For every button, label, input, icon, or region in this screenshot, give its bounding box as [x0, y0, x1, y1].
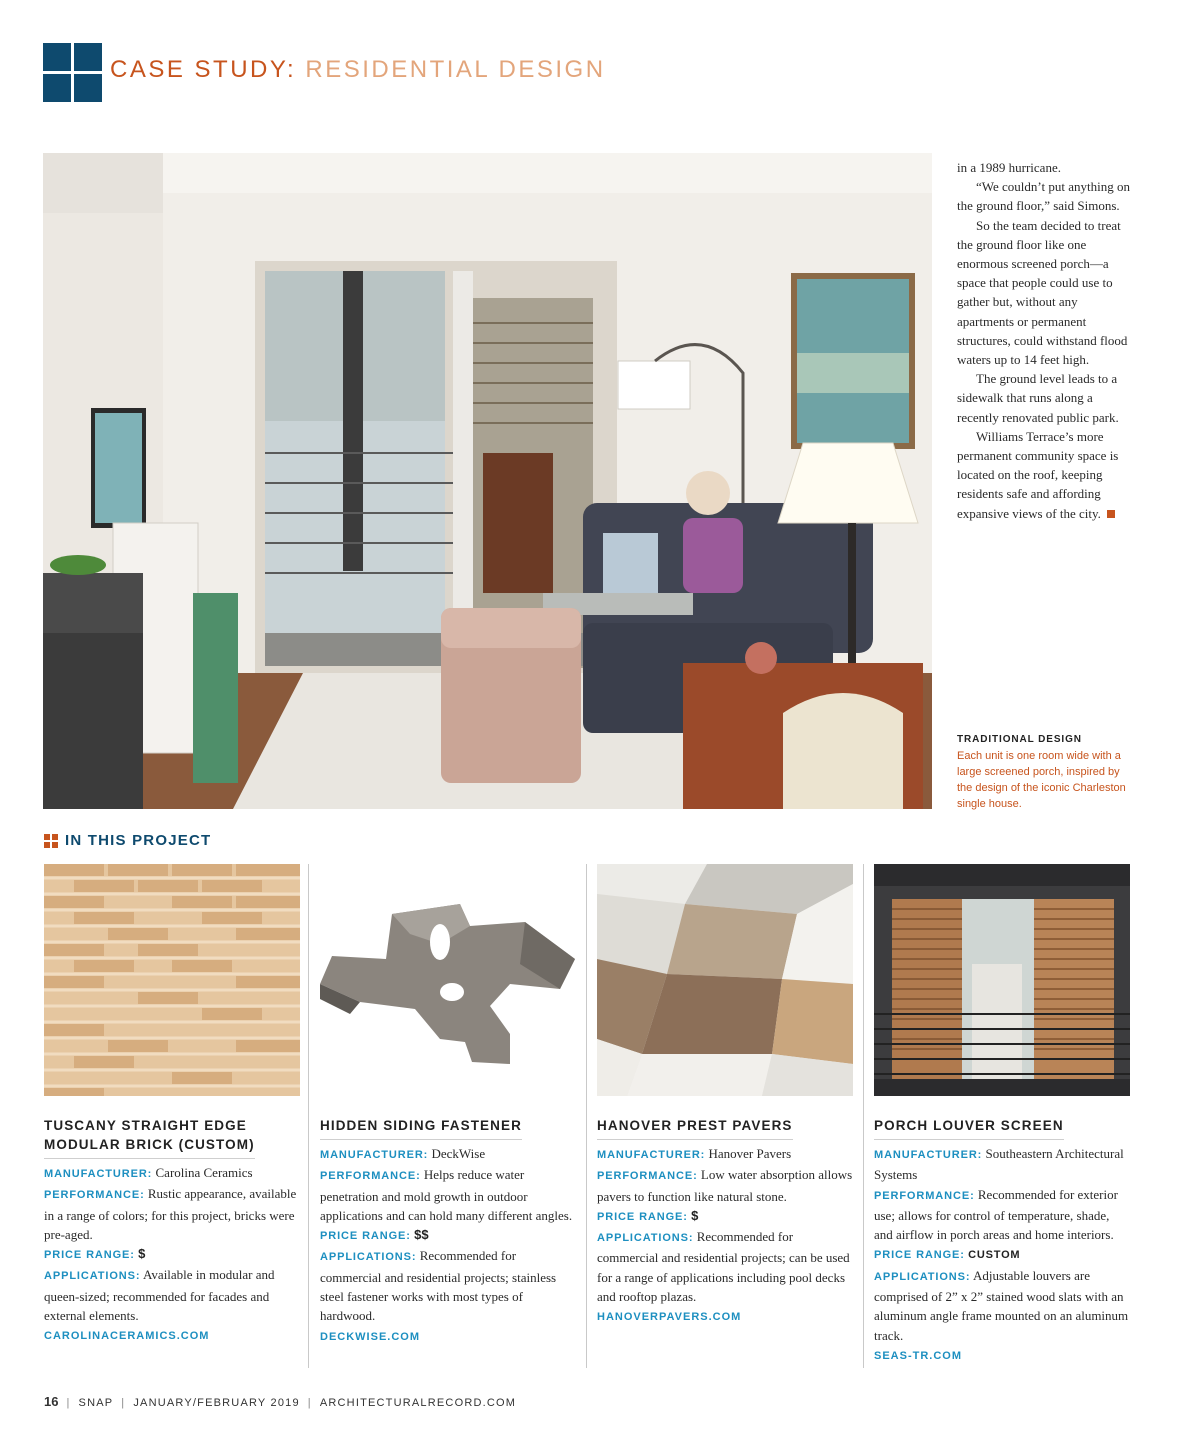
caption-title: TRADITIONAL DESIGN — [957, 734, 1082, 745]
performance-label: PERFORMANCE: — [44, 1189, 145, 1202]
narrative-paragraph: in a 1989 hurricane. — [957, 160, 1061, 175]
product-website-link[interactable]: SEAS-TR.COM — [874, 1349, 962, 1362]
product-card-fastener — [320, 864, 576, 1347]
applications-value: Available in modular and queen-sized; recommended for facades and external elements. — [44, 1267, 275, 1324]
fastener-photo — [320, 864, 576, 1096]
product-specs — [44, 1163, 300, 1347]
footer-site: ARCHITECTURALRECORD.COM — [319, 1397, 517, 1409]
magazine-logo-grid — [43, 43, 102, 102]
products-grid — [43, 864, 1130, 1368]
section-heading-label: IN THIS PROJECT — [65, 832, 212, 849]
manufacturer-label: MANUFACTURER: — [320, 1149, 429, 1161]
narrative-paragraph: “We couldn’t put anything on the ground floor,” said Simons. — [957, 179, 1130, 214]
price-range-label: PRICE RANGE: — [320, 1230, 411, 1243]
manufacturer-value: Carolina Ceramics — [155, 1165, 253, 1180]
article-narrative — [957, 158, 1135, 523]
footer-issue: JANUARY/FEBRUARY 2019 — [133, 1397, 300, 1409]
price-range-value: $ — [691, 1207, 699, 1223]
price-range-label: PRICE RANGE: — [597, 1210, 688, 1223]
column-divider — [863, 864, 864, 1368]
title-prefix: CASE STUDY: — [110, 56, 297, 83]
performance-value: Low water absorption allows pavers to function like natural stone. — [597, 1167, 853, 1204]
hero-photo-living-room — [43, 153, 932, 809]
applications-label: APPLICATIONS: — [320, 1251, 417, 1264]
product-name-line: TUSCANY STRAIGHT EDGE — [44, 1118, 247, 1133]
manufacturer-value: Hanover Pavers — [708, 1146, 792, 1161]
manufacturer-label: MANUFACTURER: — [44, 1168, 153, 1180]
narrative-paragraph: So the team decided to treat the ground floor like one enormous screened porch—a space that people could use to gather but, without any apartments or permanent structures, could withstand flood waters up to 14 feet high. — [957, 217, 1128, 368]
performance-value: Recommended for exterior use; allows for control of temperature, shade, and airflow in porch areas and home interiors. — [874, 1186, 1118, 1243]
product-card-pavers — [597, 864, 853, 1328]
applications-value: Adjustable louvers are comprised of 2” x 2” stained wood slats with an aluminum angle frame mounted on an aluminum track. — [874, 1267, 1129, 1343]
column-divider — [308, 864, 309, 1368]
brick-photo — [44, 864, 300, 1096]
performance-value: Rustic appearance, available in a range of colors; for this project, bricks were pre-aged. — [44, 1186, 297, 1242]
end-mark-icon — [1107, 510, 1115, 518]
product-name — [320, 1116, 522, 1140]
manufacturer-value: DeckWise — [431, 1146, 486, 1161]
manufacturer-label: MANUFACTURER: — [874, 1149, 983, 1161]
performance-label: PERFORMANCE: — [597, 1170, 698, 1183]
product-name-line: MODULAR BRICK (CUSTOM) — [44, 1137, 255, 1152]
page-footer: 16 | SNAP | JANUARY/FEBRUARY 2019 | ARCHITECTURALRECORD.COM — [44, 1394, 517, 1409]
performance-value: Helps reduce water penetration and mold growth in outdoor applications and can hold many different angles. — [320, 1167, 573, 1223]
narrative-final-text: Williams Terrace’s more permanent community space is located on the roof, keeping residents safe and affording expansive views of the city. — [957, 428, 1119, 521]
product-website-link[interactable]: HANOVERPAVERS.COM — [597, 1311, 742, 1324]
price-range-value: CUSTOM — [968, 1249, 1021, 1262]
product-card-brick — [44, 864, 300, 1347]
title-topic: RESIDENTIAL DESIGN — [305, 56, 606, 83]
applications-label: APPLICATIONS: — [874, 1270, 971, 1283]
product-website-link[interactable]: CAROLINACERAMICS.COM — [44, 1330, 210, 1343]
price-range-label: PRICE RANGE: — [44, 1249, 135, 1262]
column-divider — [586, 864, 587, 1368]
manufacturer-value: Southeastern Architectural Systems — [874, 1146, 1124, 1183]
grid-bullet-icon — [44, 834, 58, 848]
applications-label: APPLICATIONS: — [44, 1270, 141, 1283]
product-name — [44, 1116, 255, 1159]
pavers-photo — [597, 864, 853, 1096]
footer-section: SNAP — [78, 1397, 114, 1409]
product-name — [874, 1116, 1064, 1140]
price-range-value: $$ — [414, 1227, 429, 1243]
applications-value: Recommended for commercial and residential projects; stainless steel fastener works with most types of hardwood. — [320, 1248, 557, 1324]
caption-text: Each unit is one room wide with a large screened porch, inspired by the design of the iconic Charleston single house. — [957, 750, 1126, 810]
product-name-line: HIDDEN SIDING FASTENER — [320, 1118, 522, 1133]
price-range-value: $ — [138, 1246, 146, 1262]
louver-photo — [874, 864, 1130, 1096]
in-this-project-heading — [44, 832, 211, 849]
page-number: 16 — [44, 1394, 59, 1409]
applications-label: APPLICATIONS: — [597, 1232, 694, 1245]
applications-value: Recommended for commercial and residential projects; can be used for a range of applications including pool decks and rooftop plazas. — [597, 1229, 850, 1305]
product-name-line: PORCH LOUVER SCREEN — [874, 1118, 1064, 1133]
product-card-louver — [874, 864, 1130, 1366]
product-specs — [874, 1144, 1130, 1366]
page-title — [110, 56, 606, 84]
price-range-label: PRICE RANGE: — [874, 1249, 965, 1262]
product-name — [597, 1116, 793, 1140]
performance-label: PERFORMANCE: — [320, 1170, 421, 1183]
product-specs — [597, 1144, 853, 1328]
product-specs — [320, 1144, 576, 1347]
photo-caption — [957, 734, 1135, 812]
product-name-line: HANOVER PREST PAVERS — [597, 1118, 793, 1133]
performance-label: PERFORMANCE: — [874, 1189, 975, 1202]
narrative-paragraph — [957, 427, 1135, 523]
manufacturer-label: MANUFACTURER: — [597, 1149, 706, 1161]
narrative-paragraph: The ground level leads to a sidewalk that runs along a recently renovated public park. — [957, 371, 1119, 425]
product-website-link[interactable]: DECKWISE.COM — [320, 1330, 420, 1343]
